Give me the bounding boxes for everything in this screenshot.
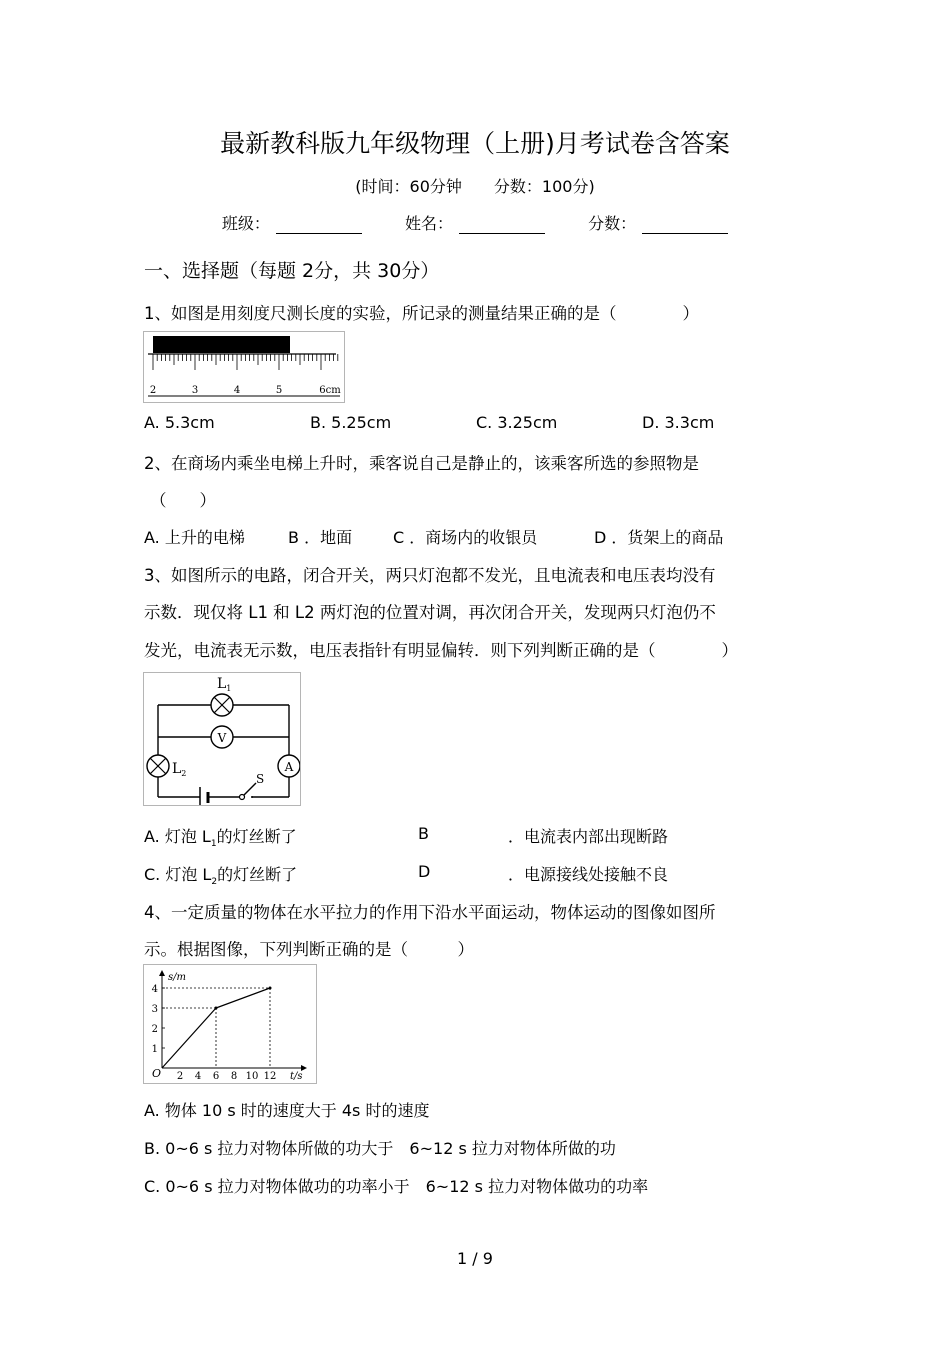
question-2-paren: （ ） — [150, 491, 216, 510]
q4-option-c[interactable]: C. 0~6 s 拉力对物体做功的功率小于 6~12 s 拉力对物体做功的功率 — [144, 1177, 649, 1196]
x-tick-label: 6 — [212, 1071, 220, 1082]
q2-option-d[interactable]: D ．货架上的商品 — [594, 528, 724, 547]
distance-time-graph — [143, 964, 317, 1084]
question-4-line-1: 4、一定质量的物体在水平拉力的作用下沿水平面运动，物体运动的图像如图所 — [144, 903, 716, 922]
x-tick-label: 8 — [230, 1071, 238, 1082]
q3-option-d-letter[interactable]: D — [418, 862, 431, 881]
ruler-label-2: 2 — [149, 385, 157, 396]
ruler-ticks — [153, 354, 338, 370]
question-1-text: 1、如图是用刻度尺测长度的实验，所记录的测量结果正确的是（ ） — [144, 304, 699, 323]
x-tick-label: 10 — [245, 1071, 259, 1082]
ammeter-symbol — [278, 755, 300, 777]
data-point — [215, 1007, 218, 1010]
q2-option-b[interactable]: B ．地面 — [288, 528, 353, 547]
lamp-l1-symbol — [211, 694, 233, 716]
series-segment — [216, 988, 270, 1008]
question-3-line-1: 3、如图所示的电路，闭合开关，两只灯泡都不发光，且电流表和电压表均没有 — [144, 566, 716, 585]
graph-plot-area — [152, 984, 277, 1082]
ruler-label-6cm: 6cm — [319, 385, 341, 396]
q1-option-b[interactable]: B. 5.25cm — [310, 413, 392, 432]
q1-option-d[interactable]: D. 3.3cm — [642, 413, 715, 432]
x-tick-label: 2 — [176, 1071, 184, 1082]
question-3-line-3: 发光，电流表无示数，电压表指针有明显偏转．则下列判断正确的是（ ） — [144, 641, 738, 660]
q3-option-b-text[interactable]: ．电流表内部出现断路 — [508, 827, 669, 846]
page-number: 1 / 9 — [457, 1249, 493, 1268]
svg-text:V: V — [217, 731, 227, 745]
circuit-figure — [143, 672, 301, 806]
l2-label: $L_2$ — [172, 761, 187, 778]
page-title: 最新教科版九年级物理（上册)月考试卷含答案 — [220, 129, 730, 158]
q3-option-d-text[interactable]: ．电源接线处接触不良 — [508, 865, 669, 884]
y-tick-label: 2 — [151, 1024, 158, 1035]
q2-option-c[interactable]: C ．商场内的收银员 — [393, 528, 538, 547]
q1-option-a[interactable]: A. 5.3cm — [144, 413, 215, 432]
x-tick-label: 4 — [194, 1071, 202, 1082]
question-4-line-2: 示。根据图像，下列判断正确的是（ ） — [144, 940, 474, 959]
question-3-line-2: 示数．现仅将 L1 和 L2 两灯泡的位置对调，再次闭合开关，发现两只灯泡仍不 — [144, 603, 716, 622]
section-heading: 一、选择题（每题 2分，共 30分） — [144, 260, 440, 282]
series-segment — [162, 1008, 216, 1068]
q4-option-a[interactable]: A. 物体 10 s 时的速度大于 4s 时的速度 — [144, 1101, 430, 1120]
ruler-label-3: 3 — [191, 385, 199, 396]
ruler-label-5: 5 — [275, 385, 283, 396]
exam-time-score: (时间：60分钟 分数：100分) — [355, 177, 595, 196]
name-blank[interactable] — [459, 215, 545, 234]
q2-option-a[interactable]: A. 上升的电梯 — [144, 528, 245, 547]
score-label: 分数： — [588, 214, 637, 233]
name-label: 姓名： — [404, 214, 453, 233]
ruler-figure — [143, 331, 345, 403]
measured-block — [153, 336, 290, 353]
y-tick-label: 1 — [151, 1044, 158, 1055]
score-blank[interactable] — [642, 215, 728, 234]
y-axis-label: s/m — [168, 972, 186, 983]
question-2-text: 2、在商场内乘坐电梯上升时，乘客说自己是静止的，该乘客所选的参照物是 — [144, 454, 699, 473]
l1-label: $L_1$ — [217, 676, 232, 693]
svg-text:A: A — [284, 760, 294, 774]
lamp-l2-symbol — [147, 755, 169, 777]
battery-symbol — [200, 787, 208, 805]
q1-option-c[interactable]: C. 3.25cm — [476, 413, 558, 432]
voltmeter-symbol — [211, 726, 233, 748]
graph-svg — [144, 965, 316, 1083]
q3-option-a[interactable]: A. 灯泡 $L_1$的灯丝断了 — [144, 827, 297, 850]
switch-label: S — [256, 772, 265, 786]
x-tick-label: 12 — [263, 1071, 277, 1082]
q3-option-c[interactable]: C. 灯泡 $L_2$的灯丝断了 — [144, 865, 298, 888]
y-tick-label: 3 — [151, 1004, 158, 1015]
x-axis-label: t/s — [290, 1071, 303, 1082]
q3-option-b-letter[interactable]: B — [418, 824, 429, 843]
y-tick-label: 4 — [151, 984, 158, 995]
class-blank[interactable] — [276, 215, 362, 234]
circuit-diagram — [144, 673, 300, 805]
ruler-svg — [144, 332, 344, 402]
student-info-row — [0, 211, 950, 234]
data-point — [269, 987, 272, 990]
class-label: 班级： — [221, 214, 270, 233]
q4-option-b[interactable]: B. 0~6 s 拉力对物体所做的功大于 6~12 s 拉力对物体所做的功 — [144, 1139, 616, 1158]
origin-label: O — [152, 1067, 162, 1080]
ruler-label-4: 4 — [233, 385, 241, 396]
